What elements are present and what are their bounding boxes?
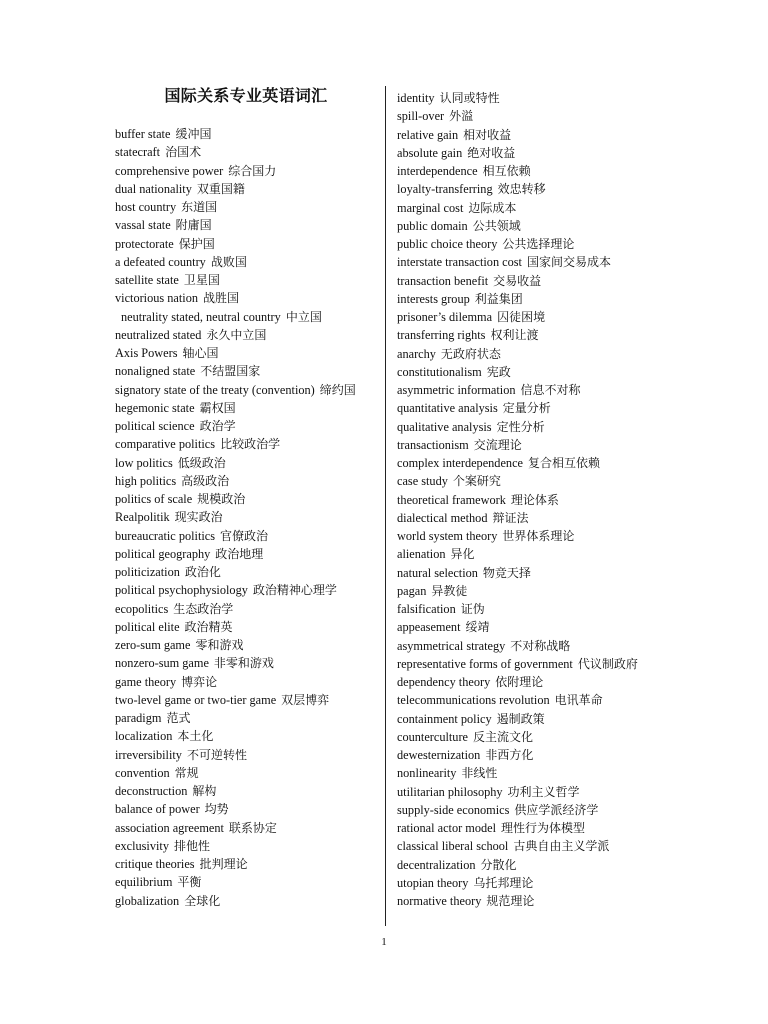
term-chinese: 交流理论 [473, 437, 522, 452]
term-english: counterculture [397, 729, 469, 744]
term-english: neutrality stated, neutral country [121, 309, 281, 324]
term-entry [397, 326, 647, 344]
term-entry [397, 710, 647, 728]
term-chinese: 霸权国 [199, 400, 236, 415]
term-english: appeasement [397, 620, 461, 635]
term-entry [115, 362, 377, 380]
term-chinese: 战败国 [210, 254, 247, 269]
term-chinese: 囚徒困境 [497, 310, 546, 324]
term-chinese: 效忠转移 [497, 182, 546, 197]
term-english: host country [115, 200, 177, 214]
term-english: dewesternization [397, 748, 481, 762]
term-entry [115, 472, 377, 490]
term-english: balance of power [115, 802, 200, 817]
term-english: hegemonic state [115, 400, 195, 415]
term-chinese: 利益集团 [474, 291, 523, 306]
term-entry [397, 874, 647, 892]
term-english: politicization [115, 565, 180, 579]
term-entry [397, 454, 647, 472]
term-english: dialectical method [397, 510, 488, 525]
term-chinese: 古典自由主义学派 [513, 839, 610, 854]
term-chinese: 缔约国 [319, 382, 356, 397]
term-entry [397, 272, 647, 290]
term-english: spill-over [397, 109, 445, 124]
term-chinese: 常规 [174, 765, 199, 780]
term-english: exclusivity [115, 838, 169, 853]
term-entry [115, 271, 377, 289]
term-entry [397, 253, 647, 271]
term-english: Axis Powers [115, 346, 178, 360]
term-entry [115, 162, 377, 180]
term-entry [397, 564, 647, 582]
term-english: buffer state [115, 127, 171, 141]
term-chinese: 全球化 [184, 893, 221, 908]
page-title: 国际关系专业英语词汇 [164, 86, 328, 105]
term-entry [397, 600, 647, 618]
term-english: dual nationality [115, 181, 192, 196]
term-entry [397, 491, 647, 509]
term-entry [115, 764, 377, 782]
term-english: supply-side economics [397, 802, 510, 817]
term-entry [115, 125, 377, 143]
term-entry [115, 855, 377, 873]
term-english: world system theory [397, 529, 498, 543]
term-chinese: 认同或特性 [439, 91, 500, 105]
term-english: convention [115, 765, 170, 780]
term-entry [115, 654, 377, 672]
term-chinese: 定性分析 [496, 419, 545, 434]
term-entry [115, 417, 377, 435]
term-entry [397, 545, 647, 563]
term-entry [397, 436, 647, 454]
term-entry [115, 600, 377, 618]
term-chinese: 权利让渡 [490, 328, 539, 343]
term-chinese: 附庸国 [175, 218, 212, 233]
term-entry [115, 527, 377, 545]
term-english: equilibrium [115, 875, 173, 890]
term-chinese: 批判理论 [199, 857, 248, 871]
term-english: nonaligned state [115, 364, 196, 379]
term-entry [115, 454, 377, 472]
term-entry [115, 892, 377, 910]
term-chinese: 轴心国 [182, 346, 219, 360]
term-chinese: 乌托邦理论 [473, 875, 534, 890]
term-english: political science [115, 419, 195, 433]
term-chinese: 政治地理 [215, 546, 264, 561]
term-entry [115, 837, 377, 855]
term-english: public choice theory [397, 237, 498, 251]
term-chinese: 代议制政府 [577, 656, 638, 671]
term-entry [115, 673, 377, 691]
term-english: loyalty-transferring [397, 182, 493, 197]
term-chinese: 低级政治 [177, 455, 226, 470]
term-entry [115, 819, 377, 837]
term-english: ecopolitics [115, 601, 169, 616]
term-chinese: 信息不对称 [520, 383, 581, 397]
term-english: transaction benefit [397, 273, 489, 288]
term-entry [397, 144, 647, 162]
term-entry [397, 618, 647, 636]
term-chinese: 宪政 [486, 364, 511, 379]
term-english: nonzero-sum game [115, 656, 209, 671]
term-entry [115, 563, 377, 581]
term-chinese: 辩证法 [492, 510, 529, 525]
term-entry [115, 216, 377, 234]
term-english: identity [397, 91, 435, 105]
term-entry [115, 800, 377, 818]
term-chinese: 异化 [450, 547, 475, 562]
term-chinese: 公共领域 [472, 218, 521, 233]
term-chinese: 个案研究 [452, 474, 501, 489]
term-entry [115, 435, 377, 453]
term-entry [115, 636, 377, 654]
term-english: vassal state [115, 218, 171, 233]
term-english: game theory [115, 674, 177, 689]
term-chinese: 公共选择理论 [502, 237, 575, 251]
term-entry [115, 727, 377, 745]
term-chinese: 政治化 [184, 565, 221, 579]
term-chinese: 卫星国 [183, 273, 220, 287]
term-chinese: 非西方化 [485, 748, 534, 762]
term-chinese: 电讯革命 [554, 693, 603, 708]
term-english: constitutionalism [397, 364, 482, 379]
term-entry [397, 418, 647, 436]
term-entry [397, 764, 647, 782]
term-chinese: 比较政治学 [220, 437, 281, 452]
term-chinese: 定量分析 [502, 401, 551, 416]
term-english: association agreement [115, 820, 224, 835]
term-entry [397, 199, 647, 217]
term-entry [397, 363, 647, 381]
term-chinese: 平衡 [177, 875, 202, 890]
term-entry [397, 746, 647, 764]
term-chinese: 理性行为体模型 [501, 821, 586, 835]
term-chinese: 依附理论 [495, 675, 544, 689]
term-english: anarchy [397, 346, 436, 361]
term-english: decentralization [397, 857, 476, 872]
term-entry [115, 490, 377, 508]
term-entry [397, 527, 647, 545]
term-english: critique theories [115, 857, 195, 871]
column-divider [385, 86, 386, 926]
term-chinese: 绥靖 [465, 620, 490, 635]
term-english: transactionism [397, 437, 469, 452]
term-english: comprehensive power [115, 163, 224, 178]
term-english: statecraft [115, 145, 161, 160]
term-entry [115, 344, 377, 362]
term-chinese: 排他性 [173, 838, 210, 853]
term-english: political geography [115, 546, 211, 561]
term-chinese: 复合相互依赖 [527, 456, 600, 470]
term-entry [115, 691, 377, 709]
term-entry [397, 655, 647, 673]
term-english: globalization [115, 893, 180, 908]
term-english: comparative politics [115, 437, 216, 452]
term-english: low politics [115, 455, 173, 470]
term-entry [115, 508, 377, 526]
term-english: natural selection [397, 565, 478, 580]
term-chinese: 非零和游戏 [213, 656, 274, 671]
term-entry [115, 709, 377, 727]
term-entry [397, 637, 647, 655]
term-chinese: 本土化 [177, 729, 214, 744]
term-chinese: 保护国 [178, 236, 215, 251]
term-entry [397, 819, 647, 837]
term-english: high politics [115, 473, 177, 488]
term-entry [115, 180, 377, 198]
term-chinese: 规模政治 [197, 492, 246, 506]
term-entry [115, 399, 377, 417]
term-english: zero-sum game [115, 638, 191, 652]
term-english: alienation [397, 547, 446, 562]
term-english: interstate transaction cost [397, 255, 522, 270]
term-english: victorious nation [115, 291, 198, 306]
term-english: quantitative analysis [397, 401, 498, 416]
term-chinese: 国家间交易成本 [526, 255, 611, 270]
term-english: deconstruction [115, 784, 188, 798]
term-english: localization [115, 729, 173, 744]
term-entry [115, 581, 377, 599]
term-chinese: 范式 [166, 711, 191, 725]
term-chinese: 联系协定 [228, 820, 277, 835]
term-chinese: 双层博弈 [281, 692, 330, 707]
term-english: political elite [115, 619, 180, 634]
term-english: pagan [397, 583, 427, 598]
term-entry [115, 545, 377, 563]
term-entry [397, 107, 647, 125]
term-english: two-level game or two-tier game [115, 692, 277, 707]
term-english: politics of scale [115, 492, 193, 506]
term-chinese: 异教徒 [431, 583, 468, 598]
term-english: containment policy [397, 711, 492, 726]
term-chinese: 不对称战略 [510, 638, 571, 653]
term-english: falsification [397, 602, 456, 616]
page-number: 1 [381, 936, 387, 948]
term-entry [397, 235, 647, 253]
term-chinese: 综合国力 [228, 163, 277, 178]
term-chinese: 遏制政策 [496, 711, 545, 726]
term-chinese: 无政府状态 [440, 346, 501, 361]
term-entry [397, 126, 647, 144]
term-chinese: 高级政治 [181, 473, 230, 488]
term-chinese: 永久中立国 [206, 327, 267, 342]
term-chinese: 理论体系 [510, 492, 559, 507]
term-english: qualitative analysis [397, 419, 492, 434]
term-chinese: 分散化 [480, 857, 517, 872]
term-chinese: 物竞天择 [482, 565, 531, 580]
term-entry [397, 162, 647, 180]
term-english: asymmetric information [397, 383, 516, 397]
term-english: rational actor model [397, 821, 497, 835]
term-chinese: 非线性 [461, 766, 498, 781]
term-entry [397, 399, 647, 417]
term-chinese: 治国术 [165, 145, 202, 160]
term-chinese: 战胜国 [203, 291, 240, 306]
term-chinese: 东道国 [181, 200, 218, 214]
term-english: nonlinearity [397, 766, 457, 781]
term-chinese: 功利主义哲学 [507, 784, 580, 799]
term-entry [397, 892, 647, 910]
term-chinese: 不结盟国家 [200, 364, 261, 379]
term-english: a defeated country [115, 254, 206, 269]
term-english: asymmetrical strategy [397, 638, 506, 653]
term-entry [397, 856, 647, 874]
term-english: Realpolitik [115, 510, 170, 525]
term-entry [397, 381, 647, 399]
term-entry [397, 89, 647, 107]
term-english: representative forms of government [397, 656, 573, 671]
term-chinese: 双重国籍 [196, 181, 245, 196]
term-entry [397, 472, 647, 490]
term-chinese: 绝对收益 [467, 145, 516, 160]
term-entry [115, 873, 377, 891]
term-chinese: 政治学 [199, 419, 236, 433]
term-english: signatory state of the treaty (convention) [115, 382, 315, 397]
term-entry [397, 180, 647, 198]
term-entry [115, 782, 377, 800]
term-english: utopian theory [397, 875, 469, 890]
term-chinese: 供应学派经济学 [514, 802, 599, 817]
term-chinese: 外溢 [449, 109, 474, 124]
term-english: paradigm [115, 711, 162, 725]
term-chinese: 政治精英 [184, 619, 233, 634]
term-chinese: 中立国 [285, 309, 322, 324]
term-english: theoretical framework [397, 492, 506, 507]
term-english: bureaucratic politics [115, 528, 216, 543]
term-chinese: 不可逆转性 [186, 747, 247, 762]
term-entry [397, 582, 647, 600]
term-entry [397, 801, 647, 819]
term-chinese: 世界体系理论 [502, 529, 575, 543]
left-term-list [115, 125, 377, 910]
term-chinese: 零和游戏 [195, 638, 244, 652]
term-entry [397, 691, 647, 709]
term-entry [397, 290, 647, 308]
term-chinese: 反主流文化 [473, 729, 534, 744]
term-entry [115, 618, 377, 636]
term-chinese: 解构 [192, 784, 217, 798]
term-entry [397, 509, 647, 527]
term-english: irreversibility [115, 747, 182, 762]
term-entry [115, 198, 377, 216]
term-chinese: 政治精神心理学 [252, 583, 337, 598]
term-entry [115, 326, 377, 344]
term-english: transferring rights [397, 328, 486, 343]
term-english: case study [397, 474, 448, 489]
term-english: normative theory [397, 894, 482, 908]
term-chinese: 现实政治 [174, 510, 223, 525]
term-chinese: 规范理论 [486, 894, 535, 908]
term-entry [397, 783, 647, 801]
term-chinese: 边际成本 [468, 200, 517, 215]
term-chinese: 相对收益 [463, 127, 512, 142]
term-entry [397, 345, 647, 363]
term-english: interdependence [397, 164, 478, 178]
term-entry [115, 746, 377, 764]
term-chinese: 交易收益 [493, 273, 542, 288]
term-entry [397, 837, 647, 855]
term-english: telecommunications revolution [397, 693, 550, 708]
term-english: interests group [397, 291, 470, 306]
term-english: protectorate [115, 236, 174, 251]
term-english: neutralized stated [115, 327, 202, 342]
term-entry [115, 235, 377, 253]
term-chinese: 缓冲国 [175, 127, 212, 141]
term-entry [397, 217, 647, 235]
term-english: utilitarian philosophy [397, 784, 503, 799]
term-entry [397, 728, 647, 746]
term-english: classical liberal school [397, 839, 509, 854]
term-english: satellite state [115, 273, 179, 287]
term-english: complex interdependence [397, 456, 523, 470]
term-entry [115, 289, 377, 307]
term-chinese: 证伪 [460, 602, 485, 616]
term-english: absolute gain [397, 145, 463, 160]
term-chinese: 均势 [204, 802, 229, 817]
term-english: marginal cost [397, 200, 464, 215]
term-english: relative gain [397, 127, 459, 142]
term-chinese: 相互依赖 [482, 164, 531, 178]
term-chinese: 生态政治学 [173, 601, 234, 616]
term-entry [115, 253, 377, 271]
term-english: public domain [397, 218, 468, 233]
term-english: political psychophysiology [115, 583, 248, 598]
term-entry [397, 308, 647, 326]
term-english: prisoner’s dilemma [397, 310, 493, 324]
right-term-list [397, 89, 647, 910]
term-english: dependency theory [397, 675, 491, 689]
term-entry [115, 308, 377, 326]
term-entry [397, 673, 647, 691]
term-chinese: 官僚政治 [220, 528, 269, 543]
term-entry [115, 381, 377, 399]
term-entry [115, 143, 377, 161]
term-chinese: 博弈论 [181, 674, 218, 689]
